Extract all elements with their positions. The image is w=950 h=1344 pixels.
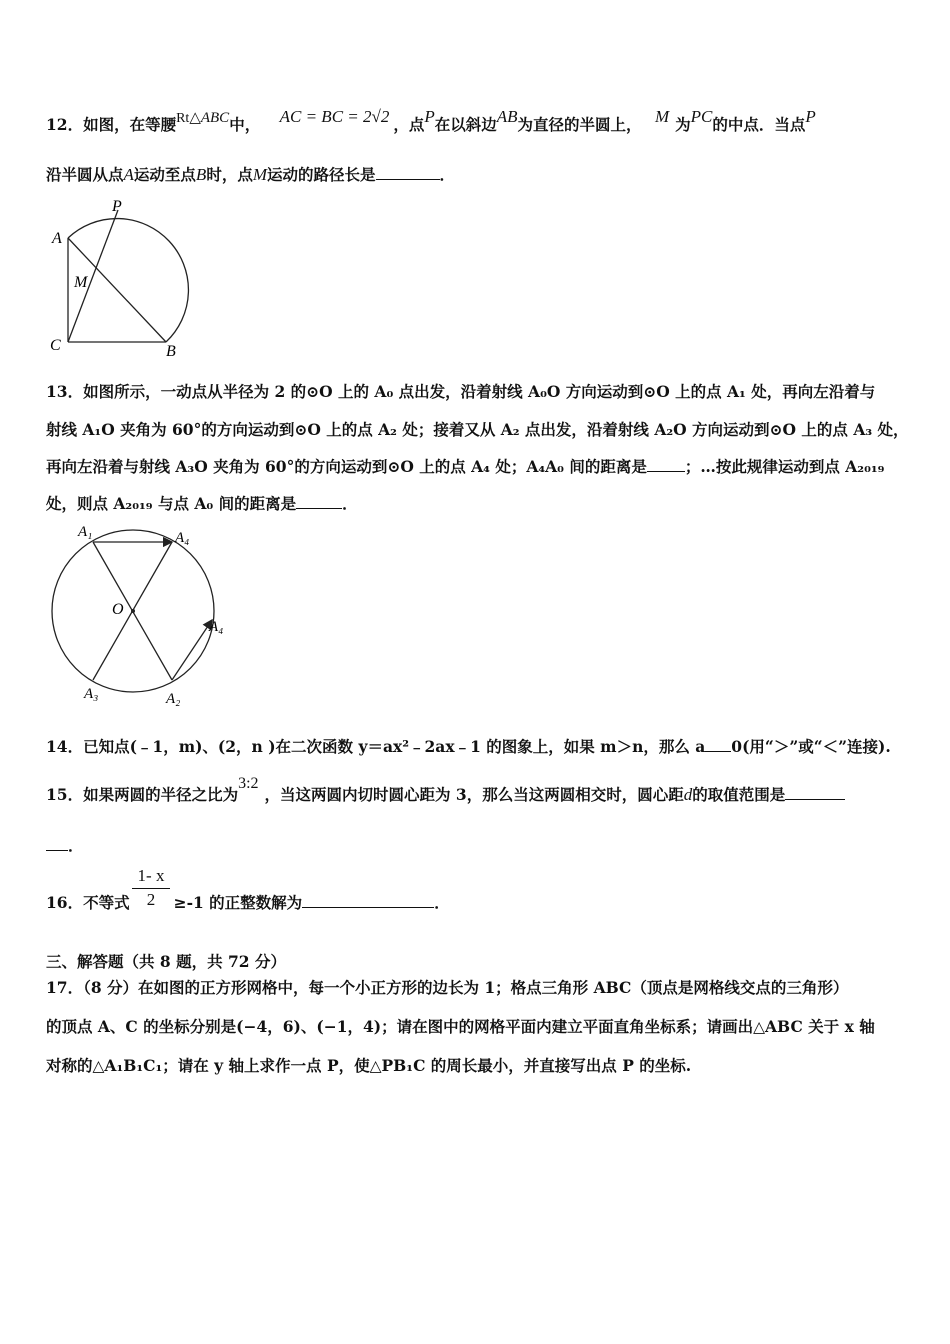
q13-blank-2[interactable]	[296, 494, 342, 509]
label-M: M	[74, 274, 88, 291]
label-B: B	[166, 343, 176, 360]
q16-line: 16．不等式 ≥-1 的正整数解为 ．	[46, 893, 450, 912]
q15-line2: ．	[46, 835, 84, 857]
q17-line1: 17．（8 分）在如图的正方形网格中，每一个小正方形的边长为 1；格点三角形 ABC（顶点是网格线交点的三角形）	[46, 978, 849, 997]
section-3-title: 三、解答题（共 8 题，共 72 分）	[46, 952, 286, 971]
label-C: C	[50, 337, 61, 354]
q15-line1: 15．如果两圆的半径之比为3:2，当这两圆内切时圆心距为 3，那么当这两圆相交时，圆心距d的取值范围是	[46, 784, 845, 807]
q12-equation: AC = BC = 2√2	[279, 107, 390, 126]
q15-blank-a[interactable]	[785, 785, 845, 800]
q13-blank-1[interactable]	[647, 457, 685, 472]
label-O: O	[112, 601, 124, 618]
q12-line1: 12．如图，在等腰Rt△ABC中， AC = BC = 2√2 ，点P在以斜边AB为直径的半圆上， M 为PC的中点．当点P	[46, 107, 816, 134]
label-A: A	[52, 230, 62, 247]
q13-line4: 处，则点 A₂₀₁₉ 与点 A₀ 间的距离是 ．	[46, 494, 358, 513]
q17-line2: 的顶点 A、C 的坐标分别是(−4，6)、(−1，4)；请在图中的网格平面内建立平面直角坐标系；请画出△ABC 关于 x 轴	[46, 1017, 875, 1036]
q12-line2: 沿半圆从点A运动至点B时，点M运动的路径长是 ．	[46, 165, 456, 184]
label-A1: A₁	[78, 524, 93, 540]
label-A4-right: A₄	[209, 619, 224, 635]
label-A4-top: A₄	[175, 530, 190, 546]
q17-line3: 对称的△A₁B₁C₁；请在 y 轴上求作一点 P，使△PB₁C 的周长最小，并直接写出点 P 的坐标.	[46, 1056, 692, 1075]
q16-denominator: 2	[146, 890, 156, 909]
q15-blank-b[interactable]	[46, 836, 68, 851]
q13-line3: 再向左沿着与射线 A₃O 夹角为 60°的方向运动到⊙O 上的点 A₄ 处；A₄A₀ 间的距离是 ；…按此规律运动到点 A₂₀₁₉	[46, 457, 885, 476]
q16-numerator: 1- x	[137, 866, 165, 885]
q14-line: 14．已知点(﹣1，m)、(2，n )在二次函数 y＝ax²﹣2ax﹣1 的图象上，如果 m＞n，那么 a 0(用“＞”或“＜”连接).	[46, 737, 891, 756]
path-A2-A4	[172, 620, 212, 680]
q13-figure	[44, 518, 244, 710]
label-A2: A₂	[166, 691, 181, 707]
q13-line1: 13．如图所示，一动点从半径为 2 的⊙O 上的 A₀ 点出发，沿着射线 A₀O 方向运动到⊙O 上的点 A₁ 处，再向左沿着与	[46, 382, 876, 401]
label-P: P	[112, 198, 122, 215]
center-O-dot	[131, 609, 135, 613]
q12-figure	[44, 196, 204, 362]
q14-blank[interactable]	[705, 737, 731, 752]
label-A3: A₃	[84, 686, 99, 702]
q12-answer-blank[interactable]	[376, 165, 440, 180]
q13-line2: 射线 A₁O 夹角为 60°的方向运动到⊙O 上的点 A₂ 处；接着又从 A₂ 点出发，沿着射线 A₂O 方向运动到⊙O 上的点 A₃ 处，	[46, 420, 909, 439]
q16-blank[interactable]	[302, 893, 434, 908]
